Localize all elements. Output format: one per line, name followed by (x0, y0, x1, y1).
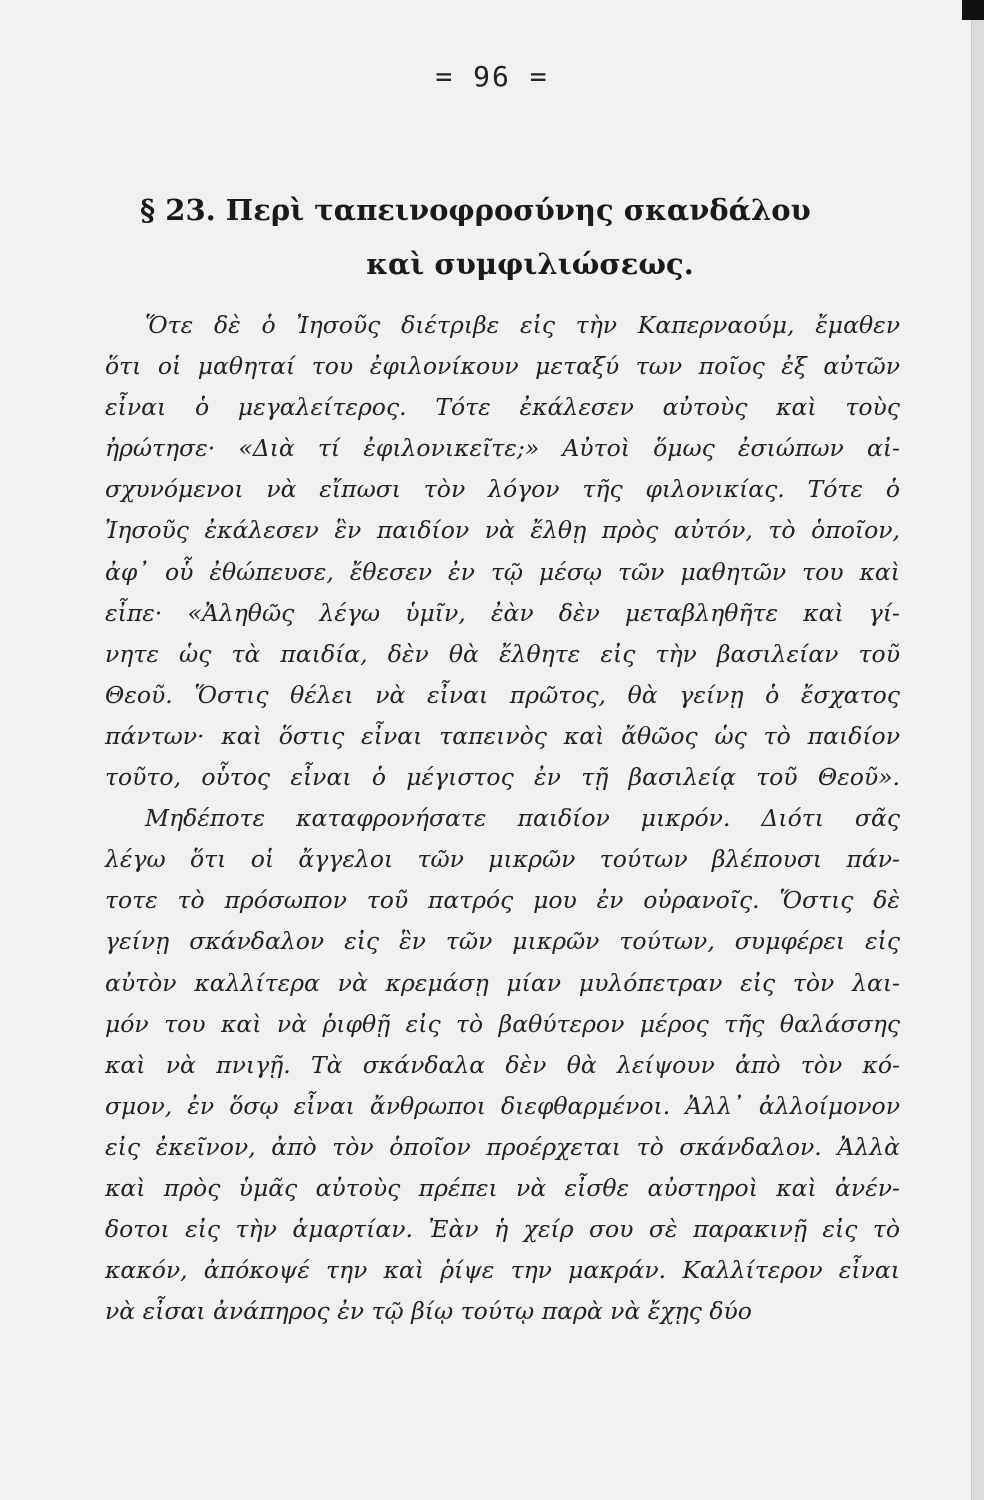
text-line: εἶναι ὁ μεγαλείτερος. Τότε ἐκάλεσεν αὐτοὺς καὶ τοὺς (105, 393, 900, 422)
text-line: δοτοι εἰς τὴν ἁμαρτίαν. Ἐὰν ἡ χείρ σου σὲ παρακινῇ εἰς τὸ (105, 1215, 900, 1244)
text-line: σμον, ἐν ὅσῳ εἶναι ἄνθρωποι διεφθαρμένοι. Ἀλλ᾽ ἀλλοίμονον (105, 1091, 900, 1120)
text-line: γείνῃ σκάνδαλον εἰς ἓν τῶν μικρῶν τούτων, συμφέρει εἰς (105, 927, 900, 956)
text-line: τοῦτο, οὗτος εἶναι ὁ μέγιστος ἐν τῇ βασιλείᾳ τοῦ Θεοῦ». (105, 763, 900, 792)
text-line: σχυνόμενοι νὰ εἴπωσι τὸν λόγον τῆς φιλονικίας. Τότε ὁ (105, 475, 900, 504)
text-line: εἶπε· «Ἀληθῶς λέγω ὑμῖν, ἐὰν δὲν μεταβληθῆτε καὶ γί- (105, 598, 900, 627)
section-heading (140, 183, 900, 291)
text-line: εἰς ἐκεῖνον, ἀπὸ τὸν ὁποῖον προέρχεται τὸ σκάνδαλον. Ἀλλὰ (105, 1132, 900, 1161)
text-line: Ὅτε δὲ ὁ Ἰησοῦς διέτριβε εἰς τὴν Καπερναούμ, ἔμαθεν (145, 311, 900, 339)
text-line: κακόν, ἀπόκοψέ την καὶ ῥίψε την μακράν. Καλλίτερον εἶναι (105, 1256, 900, 1285)
text-line: ἀφ᾽ οὗ ἐθώπευσε, ἔθεσεν ἐν τῷ μέσῳ τῶν μαθητῶν του καὶ (105, 557, 900, 586)
text-line: αὐτὸν καλλίτερα νὰ κρεμάσῃ μίαν μυλόπετραν εἰς τὸν λαι- (105, 968, 900, 997)
section-title-line-2: καὶ συμφιλιώσεως. (366, 247, 694, 281)
page-edge (971, 0, 984, 1500)
text-line: τοτε τὸ πρόσωπον τοῦ πατρός μου ἐν οὐρανοῖς. Ὅστις δὲ (105, 886, 900, 915)
text-line: πάντων· καὶ ὅστις εἶναι ταπεινὸς καὶ ἄθῶος ὡς τὸ παιδίον (105, 721, 900, 750)
text-line: καὶ νὰ πνιγῇ. Τὰ σκάνδαλα δὲν θὰ λείψουν ἀπὸ τὸν κό- (105, 1050, 900, 1079)
text-line: ὅτι οἱ μαθηταί του ἐφιλονίκουν μεταξύ των ποῖος ἐξ αὐτῶν (105, 352, 900, 381)
text-line: Ἰησοῦς ἐκάλεσεν ἓν παιδίον νὰ ἔλθῃ πρὸς αὐτόν, τὸ ὁποῖον, (105, 516, 900, 545)
section-title-line-1: § 23. Περὶ ταπεινοφροσύνης σκανδάλου (140, 193, 811, 227)
text-line: καὶ πρὸς ὑμᾶς αὐτοὺς πρέπει νὰ εἶσθε αὐστηροὶ καὶ ἀνέν- (105, 1173, 900, 1202)
text-line: μόν του καὶ νὰ ῥιφθῇ εἰς τὸ βαθύτερον μέρος τῆς θαλάσσης (105, 1009, 900, 1038)
text-line: Μηδέποτε καταφρονήσατε παιδίον μικρόν. Διότι σᾶς (145, 804, 900, 833)
text-line: νὰ εἶσαι ἀνάπηρος ἐν τῷ βίῳ τούτῳ παρὰ νὰ ἔχῃς δύο (105, 1297, 752, 1326)
text-line: νητε ὡς τὰ παιδία, δὲν θὰ ἔλθητε εἰς τὴν βασιλείαν τοῦ (105, 639, 900, 668)
text-line: λέγω ὅτι οἱ ἄγγελοι τῶν μικρῶν τούτων βλέπουσι πάν- (105, 845, 900, 874)
page-number: = 96 = (435, 60, 549, 93)
scan-corner-mark (962, 0, 984, 20)
text-line: ἠρώτησε· «Διὰ τί ἐφιλονικεῖτε;» Αὐτοὶ ὅμως ἐσιώπων αἰ- (105, 434, 900, 463)
body-paragraphs (105, 305, 900, 1332)
text-line: Θεοῦ. Ὅστις θέλει νὰ εἶναι πρῶτος, θὰ γείνῃ ὁ ἔσχατος (105, 680, 900, 709)
